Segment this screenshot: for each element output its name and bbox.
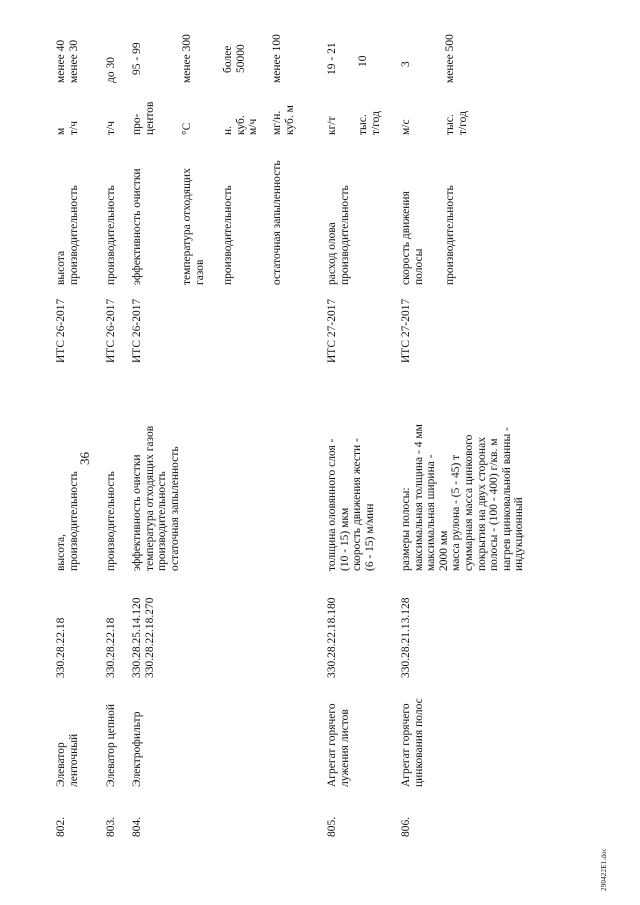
okpd-code: 330.28.22.18	[55, 617, 67, 678]
indicator-names: высота производительность	[55, 185, 80, 285]
its-reference: ИТС 26-2017	[55, 298, 67, 363]
indicator-name: остаточная запыленность	[271, 160, 283, 285]
equipment-name: Элеватор ленточный	[55, 733, 80, 787]
unit: тыс. т/год	[357, 111, 382, 135]
indicator-name: эффективность очистки	[131, 168, 143, 285]
indicator-name: производительность	[222, 185, 234, 285]
its-reference: ИТС 26-2017	[105, 298, 117, 363]
equipment-name: Агрегат горячего лужения листов	[326, 703, 351, 787]
indicator-name: температура отходящих газов	[181, 168, 206, 285]
equipment-name: Агрегат горячего цинкования полос	[400, 698, 425, 787]
unit: про- центов	[131, 101, 156, 135]
okpd-code: 330.28.22.18.180	[326, 597, 338, 678]
page-number: 36	[77, 452, 92, 465]
value: 95 - 99	[131, 42, 143, 75]
unit: м/с	[400, 119, 412, 135]
its-reference: ИТС 26-2017	[131, 298, 143, 363]
value: менее 100	[271, 34, 283, 83]
row-number: 805.	[326, 816, 338, 837]
technical-params: высота, производительность	[55, 471, 80, 571]
row-number: 802.	[55, 816, 67, 837]
value: 3	[400, 61, 412, 67]
indicator-name: скорость движения полосы	[400, 191, 425, 285]
value: менее 300	[181, 34, 193, 83]
value: более 50000	[222, 44, 247, 73]
its-reference: ИТС 27-2017	[326, 298, 338, 363]
okpd-code: 330.28.21.13.128	[400, 597, 412, 678]
indicator-names: производительность	[105, 185, 117, 285]
indicator-name: производительность	[444, 185, 456, 285]
unit: н. куб. м/ч	[222, 115, 260, 135]
row-number: 804.	[131, 816, 143, 837]
row-number: 803.	[105, 816, 117, 837]
units: м т/ч	[55, 120, 80, 135]
row-number: 806.	[400, 816, 412, 837]
values: до 30	[105, 57, 117, 83]
okpd-code: 330.28.22.18	[105, 617, 117, 678]
units: т/ч	[105, 120, 117, 135]
footer-filename: 290422E1.doc	[600, 847, 608, 891]
unit: °С	[181, 122, 193, 135]
unit: кг/т	[326, 116, 338, 135]
unit: тыс. т/год	[444, 111, 469, 135]
equipment-name: Электрофильтр	[131, 711, 143, 787]
technical-params: эффективность очистки температура отходящих газов производительность остаточная запыленность	[131, 425, 181, 571]
value: менее 500	[444, 34, 456, 83]
indicator-names: расход олова производительность	[326, 185, 351, 285]
value: 19 - 21	[326, 42, 338, 75]
values: менее 40 менее 30	[55, 39, 80, 83]
value: 10	[357, 55, 369, 67]
technical-params: размеры полосы: максимальная толщина - 4 мм максимальная ширина - 2000 мм масса рулона - (5 - 45) т суммарная масса цинкового покрытия на двух сторонах полосы - (100 - 400) г/кв. м нагрев цинковальной ванны - индукционный	[400, 424, 526, 571]
equipment-name: Элеватор цепной	[105, 703, 117, 787]
technical-params: производительность	[105, 471, 117, 571]
its-reference: ИТС 27-2017	[400, 298, 412, 363]
okpd-code: 330.28.25.14.120 330.28.22.18.270	[131, 597, 156, 678]
unit: мг/н. куб. м	[271, 105, 296, 135]
technical-params: толщина оловянного слоя - (10 - 15) мкм скорость движения жести - (6 - 15) м/мин	[326, 438, 376, 571]
